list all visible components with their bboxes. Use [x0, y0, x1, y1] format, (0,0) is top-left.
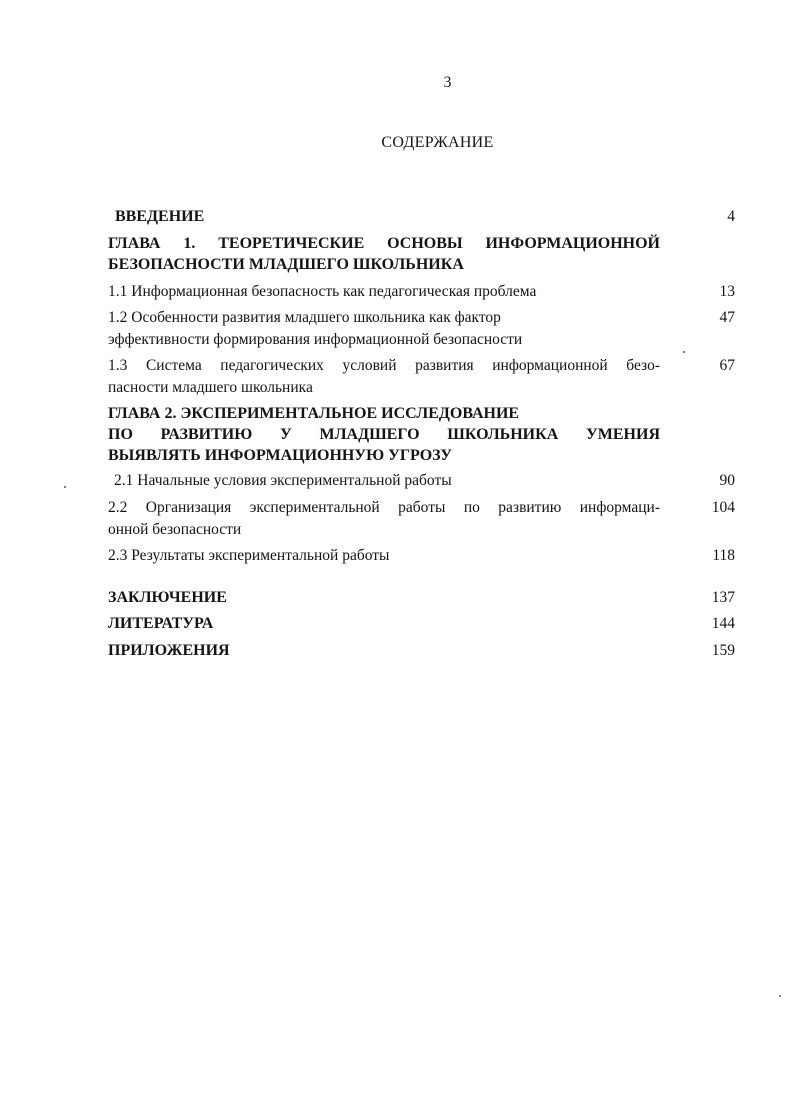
toc-entry-text-line1: ГЛАВА 1. ТЕОРЕТИЧЕСКИЕ ОСНОВЫ ИНФОРМАЦИОННОЙ	[108, 235, 660, 252]
toc-entry-text-line1: 1.2 Особенности развития младшего школьника как фактор	[108, 309, 501, 326]
toc-entry-page: 13	[719, 283, 735, 300]
scan-speck	[64, 486, 66, 488]
toc-entry-page: 104	[711, 499, 735, 516]
toc-title: СОДЕРЖАНИЕ	[381, 134, 494, 151]
page-number: 3	[443, 74, 452, 91]
toc-entry-text-line1: 2.2 Организация экспериментальной работы по развитию информаци-	[108, 499, 660, 516]
toc-entry-text: ЗАКЛЮЧЕНИЕ	[108, 589, 227, 606]
toc-entry-text: ПРИЛОЖЕНИЯ	[108, 642, 230, 659]
toc-entry-text: ВВЕДЕНИЕ	[115, 208, 205, 225]
toc-entry-page: 67	[719, 357, 735, 374]
toc-entry-page: 144	[711, 615, 735, 632]
toc-entry-text: 1.1 Информационная безопасность как педагогическая проблема	[108, 283, 537, 300]
scan-speck	[683, 351, 685, 353]
toc-entry-text-line1: ГЛАВА 2. ЭКСПЕРИМЕНТАЛЬНОЕ ИССЛЕДОВАНИЕ	[108, 405, 520, 422]
toc-entry-page: 90	[719, 472, 735, 489]
toc-entry-text: 2.3 Результаты экспериментальной работы	[108, 547, 390, 564]
scan-speck	[779, 995, 781, 997]
toc-entry-page: 137	[711, 589, 735, 606]
toc-entry-text: ЛИТЕРАТУРА	[108, 615, 214, 632]
toc-entry-page: 4	[727, 208, 735, 225]
toc-entry-page: 159	[711, 642, 735, 659]
toc-entry-text-line2: пасности младшего школьника	[108, 379, 313, 396]
toc-entry-text-line2: эффективности формирования информационной безопасности	[108, 331, 523, 348]
toc-entry-text-line3: ВЫЯВЛЯТЬ ИНФОРМАЦИОННУЮ УГРОЗУ	[108, 447, 452, 464]
toc-entry-text: 2.1 Начальные условия экспериментальной работы	[114, 472, 452, 489]
toc-entry-text-line1: 1.3 Система педагогических условий развития информационной безо-	[108, 357, 660, 374]
toc-entry-page: 118	[712, 547, 735, 564]
toc-entry-page: 47	[719, 309, 735, 326]
toc-entry-text-line2: онной безопасности	[108, 521, 242, 538]
toc-entry-text-line2: ПО РАЗВИТИЮ У МЛАДШЕГО ШКОЛЬНИКА УМЕНИЯ	[108, 426, 660, 443]
toc-entry-text-line2: БЕЗОПАСНОСТИ МЛАДШЕГО ШКОЛЬНИКА	[108, 256, 464, 273]
